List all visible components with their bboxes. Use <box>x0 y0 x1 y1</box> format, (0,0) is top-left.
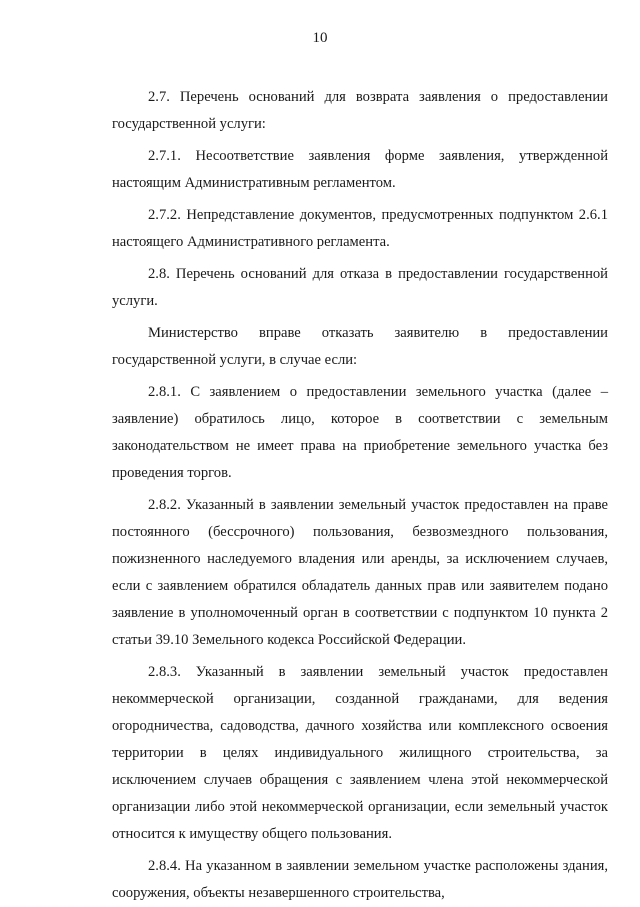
paragraph-2-7-2: 2.7.2. Непредставление документов, предусмотренных подпунктом 2.6.1 настоящего Административного регламента. <box>112 207 608 250</box>
page-number: 10 <box>312 30 328 46</box>
document-body <box>112 84 608 907</box>
paragraph-2-8: 2.8. Перечень оснований для отказа в предоставлении государственной услуги. <box>112 266 608 309</box>
paragraph-2-8-1: 2.8.1. С заявлением о предоставлении земельного участка (далее – заявление) обратилось лицо, которое в соответствии с земельным законодательством не имеет права на приобретение земельного участка без проведения торгов. <box>112 384 608 481</box>
paragraph-2-8-2: 2.8.2. Указанный в заявлении земельный участок предоставлен на праве постоянного (бессрочного) пользования, безвозмездного пользования, пожизненного наследуемого владения или аренды, за исключением случаев, если с заявлением обратился обладатель данных прав или заявителем подано заявление в уполномоченный орган в соответствии с подпунктом 10 пункта 2 статьи 39.10 Земельного кодекса Российской Федерации. <box>112 497 608 648</box>
paragraph-2-7: 2.7. Перечень оснований для возврата заявления о предоставлении государственной услуги: <box>112 89 608 132</box>
paragraph-2-7-1: 2.7.1. Несоответствие заявления форме заявления, утвержденной настоящим Административным регламентом. <box>112 148 608 191</box>
paragraph-2-8-3: 2.8.3. Указанный в заявлении земельный участок предоставлен некоммерческой организации, созданной гражданами, для ведения огородничества, садоводства, дачного хозяйства или комплексного освоения территории в целях индивидуального жилищного строительства, за исключением случаев обращения с заявлением члена этой некоммерческой организации либо этой некоммерческой организации, если земельный участок относится к имуществу общего пользования. <box>112 664 608 842</box>
paragraph-ministry-refusal: Министерство вправе отказать заявителю в предоставлении государственной услуги, в случае если: <box>112 325 608 368</box>
paragraph-2-8-4: 2.8.4. На указанном в заявлении земельном участке расположены здания, сооружения, объекты незавершенного строительства, <box>112 858 608 901</box>
